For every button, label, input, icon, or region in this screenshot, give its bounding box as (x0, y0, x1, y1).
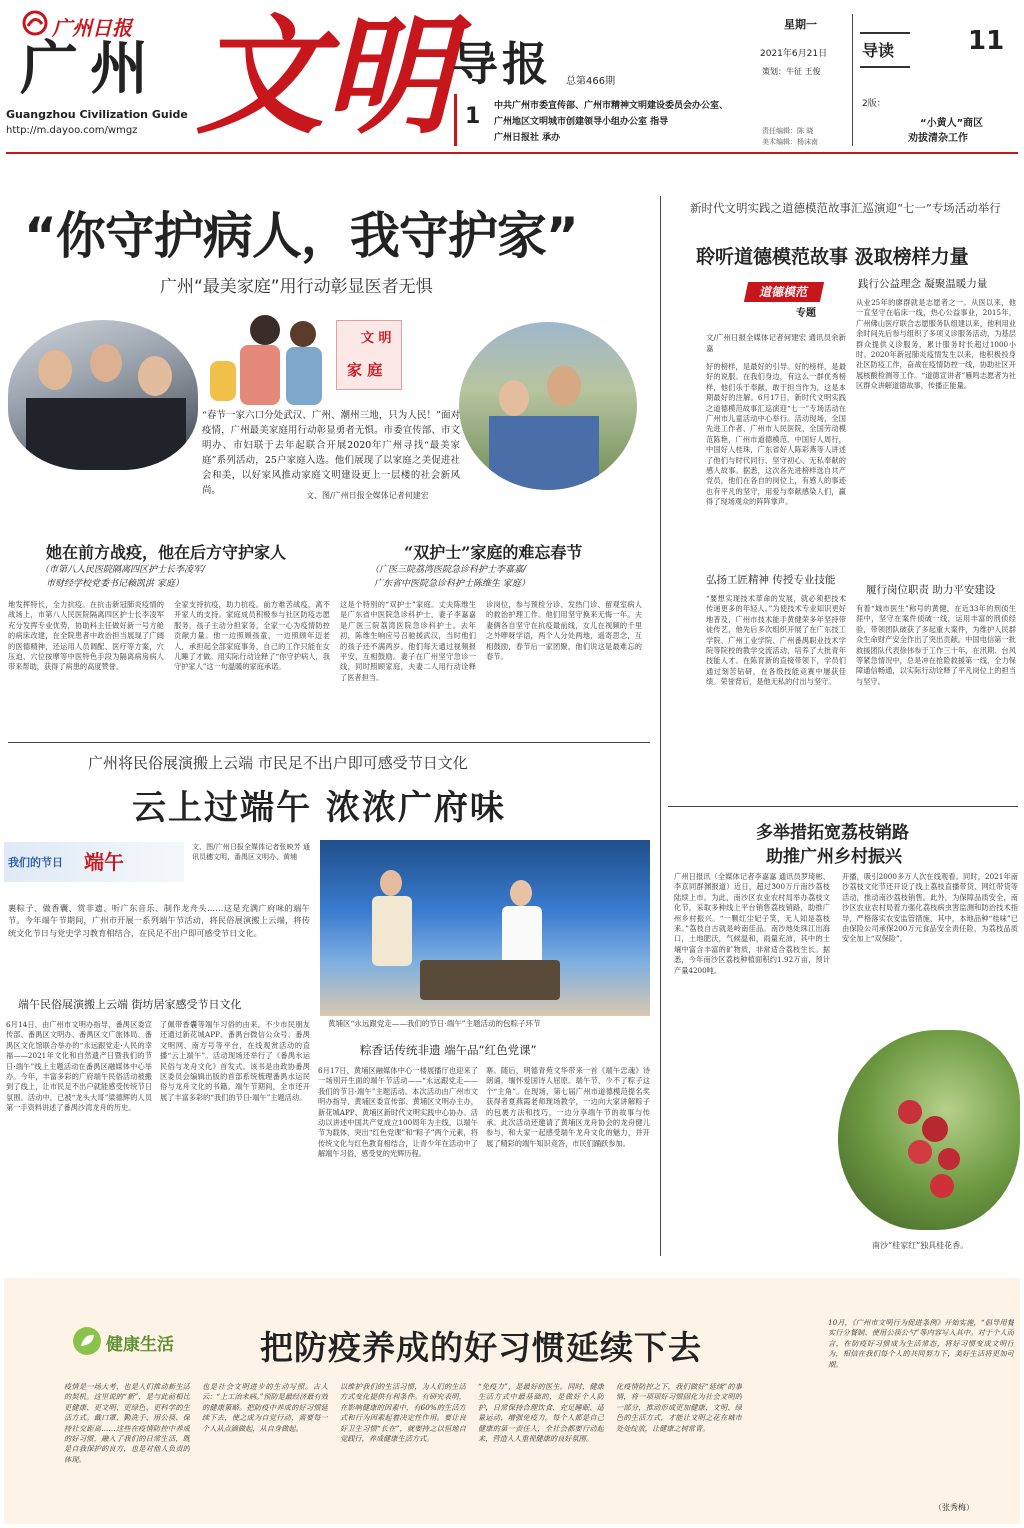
story2-title[interactable]: “双护士”家庭的难忘春节 (404, 543, 583, 562)
morality-tag (740, 280, 830, 320)
art-editor: 美术编辑：杨沫南 (762, 138, 818, 146)
health-tag-text: 健康生活 (106, 1335, 174, 1355)
cloud-headline[interactable]: 云上过端午 浓浓广府味 (132, 788, 506, 828)
story2-sub1: （广医三院荔湾医院急诊科护士李嘉嘉/ (370, 565, 527, 575)
health-column-5: 化疫情防控之下，我们做好“延续”的事情，将一项项好习惯固化为社会文明的一部分，推动形成更加健康、文明、绿色的生活方式，才能让文明之花在城市处处绽放，让健康之树常青。 (616, 1382, 742, 1433)
morality-subhead-3: 履行岗位职责 助力平安建设 (866, 584, 996, 596)
morality-column-1b: “要想实现技术革命的发展，就必须把技术传递更多的年轻人。”为使技术专业知识更好地普及，广州市技术能手黄健荣多年坚持带徒传艺，他先后多次组织开展了在广东技工学院、广州工业学院、广州番禺职业技术学院等院校的教学交流活动，培养了大批青年技能人才。在陈育新的直接带领下，学员们通过刻苦钻研，在各级技能竞赛中屡获佳绩。荣誉背后，是他无私的付出与坚守。 (706, 594, 846, 687)
masthead-title-right: 导报 (452, 37, 552, 91)
health-headline[interactable]: 把防疫养成的好习惯延续下去 (260, 1328, 702, 1367)
date-box (758, 10, 848, 146)
badge-line-1: 文 明 (361, 331, 392, 346)
logo-swirl-icon (22, 10, 48, 36)
civilized-family-badge (336, 320, 402, 390)
english-title: Guangzhou Civilization Guide (6, 108, 188, 121)
issue-total: 总第466期 (566, 76, 616, 87)
zongzi-photo-caption: 黄埔区“永远跟党走——我们的节日·端午”主题活动的包粽子环节 (328, 1019, 541, 1028)
page-one-box (454, 94, 486, 146)
lead-column-1: 地发挥特长，全力抗疫。在抗击新冠肺炎疫情的战场上，市第八人民医院隔离四区护士长李凌军充分发挥专业优势，协助科主任做好新一号方舱的病床改建，在全院患者中政治担当展现了广阔的医德精神，还运用人员调配、医疗等方案，穴压迫、穴位按摩等中医特色手段为隔离病房病人带来帮助，获得了病患的高度赞誉。 (8, 600, 164, 672)
litchi-headline-2[interactable]: 助推广州乡村振兴 (766, 847, 902, 867)
page-number: 11 (968, 26, 1005, 56)
cloud-sub2-column-2: 寨。随后，明德青苑文华带来一首《端午忠魂》诗朗诵，缅怀爱国诗人屈原。端午节，少不了粽子这个“主角”。在现场，第七届广州市道德模范提名奖获得者夏燕霞老师现场教学，一边向大家讲解粽子的包裹方法和技巧，一边分享端午节的故事与传承。此次活动还邀请了黄埔区龙舟协会的龙舟健儿参与，和大家一起感受端午龙舟文化的魅力，并开展了精彩的端午知识竞答，市民们踊跃参加。 (486, 1066, 650, 1148)
story2-sub2: 广东省中医院急诊科护士陈维生 家庭） (374, 579, 530, 589)
guide-box (860, 10, 1010, 146)
health-column-3: 以维护我们的生活习惯，为人们的生活方式变化提供有利条件。有研究表明，在影响健康的因素中，有60%的生活方式和行为因素起着决定性作用。要让良好卫生习惯“长在”，就要持之以恒地自觉践行，养成健康生活方式。 (340, 1382, 466, 1444)
morality-bottom-rule (668, 806, 1018, 807)
litchi-column-2: 开播，吸引2000多万人次在线观看。同时，2021年南沙荔枝文化节还开设了线上荔枝直播带货、网红带货等活动，推动南沙荔枝销售。此外，为保障品质安全，南沙区农业农村局着力强化荔枝病虫害监测和防治技术指导，严格落实农安监管措施，其中，本地品种“桂味”已由保险公司承保200万元食品安全责任险，为荔枝品质安全加上“双保险”。 (842, 872, 1018, 944)
lead-subhead: 广州“最美家庭”用行动彰显医者无惧 (160, 277, 433, 297)
morality-tag-text: 道德模范 (744, 282, 824, 302)
health-column-6: 10月，《广州市文明行为促进条例》开始实施，“倡导用餐实行分餐制、使用公筷公勺”等内容写入其中。对于个人而言，在防疫好习惯成为生活常态，将好习惯变成文明行为，相信在我们每个人的共同努力下，美好生活将更加可期。 (828, 1318, 1014, 1369)
litchi-photo (838, 1030, 1020, 1230)
guide-link-2[interactable]: 劝拔清杂工作 (908, 133, 968, 144)
litchi-column-1: 广州日报讯（全媒体记者李嘉嘉 通讯员罗琦彬、李京同群渊报道）近日，超过300万斤南沙荔枝陆续上市。为此，南沙区农业农村局举办荔枝文化节，采取多种线上平台销售荔枝销路，助推广州乡村振兴。“一颗红尘妃子笑，无人知是荔枝来。”荔枝自古就是岭南佳品。南沙地处珠江出海口，土地肥沃，气候温和，雨量充沛，其中的土壤中富含丰富的矿物质，非常适合荔枝生长。据悉，今年南沙区荔枝种植面积约1.92万亩，预计产量4200吨。 (674, 872, 830, 975)
guide-label: 导读 (862, 41, 895, 60)
cloud-subhead-2: 粽香话传统非遗 端午品“红色党课” (360, 1043, 537, 1057)
site-url[interactable]: http://m.dayoo.com/wmgz (6, 125, 138, 136)
publisher-lines (494, 98, 728, 146)
lead-column-2: 全家支持抗疫，助力抗疫。前方难苦战疫，离不开家人的支持。家庭成员积极参与社区防疫志愿服务，孩子主动分担家务，全家一心为疫情防控贡献力量。他一边照顾孩童，一边照顾年迈老人，承担起全部家庭事务，自己的工作只能在女儿睡了才做。用实际行动诠释了“你守护病人，我守护家人”这一句温暖的家庭承诺。 (174, 600, 330, 672)
lead-bottom-rule (8, 742, 650, 743)
badge-line-2: 家 庭 (347, 361, 383, 379)
cloud-kicker: 广州将民俗展演搬上云端 市民足不出户即可感受节日文化 (88, 754, 468, 772)
page-one-number: 1 (465, 104, 481, 129)
planner: 策划：牛征 王俊 (762, 67, 821, 76)
cloud-intro: 裹粽子、做香囊、赏非遗、听广东音乐、制作龙舟头……这是充满广府味的端午节。今年端午节期间，广州市开展一系列端午节活动，将民俗展演搬上云端，将传统文化节日与党史学习教育相结合，在民足不出户即可感受节日文化。 (8, 903, 310, 938)
masthead-title-left: 广州 (20, 34, 161, 102)
cloud-sub2-column-1: 6月17日，黄埔区融媒体中心一楼展播厅也迎来了一场别开生面的端午节活动——“永远跟党走——我们的节日·端午”主题活动。本次活动由广州市文明办指导，黄埔区委宣传部、黄埔区文明办主办，新花城APP、黄埔区新时代文明实践中心协办。活动以讲述中国共产党成立100周年为主线，以端午节为载体，突出“红色党课”和“粽子”两个元素，将传统文化与红色教育相结合，让青少年在活动中了解端午习俗，感受党的光辉历程。 (318, 1066, 478, 1159)
issue-date: 2021年6月21日 (760, 49, 828, 59)
family-photo-right (459, 322, 637, 490)
morality-subhead-2: 弘扬工匠精神 传授专业技能 (706, 574, 836, 586)
litchi-photo-caption: 南沙“桂家红”独具桂花香。 (872, 1241, 969, 1250)
family-illustration (190, 305, 350, 425)
morality-column-2b: 有着“城市医生”称号的黄健，在近33年的刑侦生涯中，坚守在案件侦破一线，运用丰富的刑侦经验，带领团队破获了多起重大案件，为维护人民群众生命财产安全作出了突出贡献。中国电信第一批救援团队代表徐伟参于工作三十年，在汛期、台风等紧急情况中，总是冲在抢险救援第一线，全力保障通信畅通，以实际行动诠释了平凡岗位上的担当与坚守。 (856, 604, 1016, 686)
lead-headline[interactable]: “你守护病人，我守护家” (24, 207, 578, 265)
cloud-subhead-1: 端午民俗展演搬上云端 街坊居家感受节日文化 (18, 998, 242, 1011)
morality-subhead-right: 践行公益理念 凝聚温暖力量 (858, 278, 988, 290)
health-section (4, 1278, 1020, 1524)
litchi-headline-1[interactable]: 多举措拓宽荔枝销路 (756, 823, 909, 843)
story1-title[interactable]: 她在前方战疫，他在后方守护家人 (46, 543, 287, 562)
morality-kicker: 新时代文明实践之道德模范故事汇巡演迎“七一”专场活动举行 (690, 201, 1001, 215)
lead-intro: “春节一家六口分处武汉、广州、潮州三地，只为人民！”面对疫情，广州最美家庭用行动彰显勇者无惧。市委宣传部、市文明办、市妇联于去年起联合开展2020年广州寻找“最美家庭”系列活动，25户家庭入选。他们展现了以家庭之美促进社会和美，以好家风推动家庭文明建设更上一层楼的社会新风尚。 (202, 410, 460, 496)
festival-tag-small: 我们的节日 (8, 856, 63, 869)
health-column-2: 也是社会文明进步的生动写照。古人云：“上工治未病。”预防是最经济最有效的健康策略。把防疫中养成的好习惯延续下去，使之成为自觉行动，需要每一个人从点滴做起，从自身做起。 (202, 1382, 328, 1433)
publisher-line-3: 广州日报社 承办 (494, 133, 561, 143)
festival-tag (4, 842, 184, 882)
masthead-title-center: 文明 (196, 2, 453, 152)
cloud-sub1-column-2: 了佩带香囊等端午习俗的由来。不少市民朋友还通过新花城APP、番禺台微信公众号、番禺文明网、南方号等平台，在线观赏活动的直播“云上端午”。活动现场还举行了《番禺水运民俗与龙舟文化》首发式。该书是由政协番禺区委员会编辑出版的首部系统梳理番禺水运民俗与龙舟文化的书籍。端午节期间，全市还开展了丰富多彩的“我们的节日·端午”主题活动。 (160, 1020, 310, 1102)
health-column-1: 疫情是一场大考，也是人们推动新生活的契机。这里说的“新”，是与此前相比更健康、更文明、更绿色、更科学的生活方式。戴口罩、勤洗手、用公筷、保持社交距离……这些在疫情防控中养成的好习惯，融入了我们的日常生活，既是自我保护的良方，也是对他人负责的体现。 (64, 1382, 190, 1464)
morality-headline[interactable]: 聆听道德模范故事 汲取榜样力量 (696, 246, 969, 268)
publisher-line-2: 广州地区文明城市创建领导小组办公室 指导 (494, 117, 669, 127)
story1-sub2: 市财经学校党委书记赖凯洪 家庭） (46, 579, 184, 589)
cloud-byline: 文、图/广州日报全媒体记者张映芳 通讯员穗文明、番禺区文明办、黄埔 (192, 843, 310, 861)
masthead-bottom-rule (6, 152, 1018, 154)
lead-column-3: 这是个特别的“双护士”家庭。丈夫陈维生是广东省中医院急诊科护士，妻子李嘉嘉是广医三院荔湾医院急诊科护士。去年初，陈维生响应号召驰援武汉，当时他们的孩子还不满两岁。他们每天通过视频报平安，互相鼓励。妻子在广州坚守急诊一线，同时照顾家庭，夫妻二人用行动诠释了医者担当。 (340, 600, 476, 682)
cloud-sub1-column-1: 6月14日，由广州市文明办指导，番禺区委宣传部、番禺区文明办、番禺区文广旅体局、番禺区文化馆联合举办的“永远跟党走·人民的幸福——2021年文化和自然遗产日暨我们的节日·端午”线上主题活动在番禺区融媒体中心举办。今年，丰富多彩的广府端午民俗活动被搬到了线上，让市民足不出户就能感受传统节日氛围。活动中，已被“龙头大哥”梁德辉的人员第一手资料讲述了番禺沙湾龙舟的历史。 (6, 1020, 152, 1113)
weekday: 星期一 (784, 18, 817, 31)
morality-byline: 文/广州日报全媒体记者何建宏 通讯员余新嘉 (706, 333, 846, 353)
lead-column-4: 诊岗位，参与预检分诊、发热门诊、留观室病人的救治护理工作。他们用坚守换来无悔一年。夫妻俩各自坚守在抗疫最前线，女儿在视频的千里之外咿呀学语，两个人分处两地，遥寄思念，互相鼓励，春节后一家团聚，他们说这是最难忘的春节。 (486, 600, 642, 662)
zongzi-event-photo (320, 840, 650, 1016)
morality-column-2: 从业25年的廖群就是志愿者之一。从医以来，他一直坚守在临床一线，热心公益事业，2015年，广州佛山医疗联合志愿服务队组建以来，他利用业余时间先后参与组织了多项义诊服务活动，为基层群众提供义诊服务，累计服务时长超过1000小时。2020年新冠肺炎疫情发生以来，他积极投身社区防疫工作，奋战在疫情防控一线，协助社区开展核酸检测等工作。“道德宣讲者”雁鸣志愿者为社区群众讲解道德故事，传播正能量。 (856, 298, 1016, 391)
main-column-divider (660, 196, 661, 1256)
health-column-4: “免疫力”，是最好的医生。同时，健康生活方式中最基础的，是做好个人防护，日常保持合理饮食、充足睡眠、适量运动，增强免疫力。每个人都是自己健康的第一责任人，全社会都要行动起来，营造人人重视健康的良好氛围。 (478, 1382, 604, 1444)
story1-sub1: （市第八人民医院隔离四区护士长李凌军/ (40, 565, 206, 575)
morality-column-1: 好的榜样，是最好的引导。好的榜样，是最好的说服。在我们身边，有这么一群优秀榜样，他们乐于奉献，敢于担当作为，这是本期最好的注解。6月17日，新时代文明实践之道德模范故事汇巡演迎“七一”专场活动在广州市儿童活动中心举行。活动现场，全国先进工作者、广州市人民医院、全国劳动模范陈艳，广州市道德模范、中国好人周行，中国好人桂珠，广东省好人陈彩燕等人讲述了他们与时代同行、坚守初心、无私奉献的感人故事。据悉，这次各先进榜样选自共产党员，他们在各自的岗位上，有感人的事迹也有平凡的坚守，用爱与奉献感染人们，赢得了现场观众的阵阵掌声。 (706, 362, 846, 507)
guide-link-1[interactable]: “小黄人”商区 (920, 118, 984, 129)
family-photo-left (8, 320, 198, 470)
logo-text: 广州日报 (52, 16, 132, 40)
festival-tag-big: 端午 (84, 850, 124, 874)
lead-byline: 文、图/广州日报全媒体记者何建宏 (306, 491, 429, 500)
health-signature: （张秀梅） (934, 1503, 974, 1512)
responsible-editor: 责任编辑：陈 晓 (762, 127, 814, 135)
morality-tag-sub: 专题 (796, 308, 816, 319)
publisher-line-1: 中共广州市委宣传部、广州市精神文明建设委员会办公室、 (494, 101, 729, 111)
leaf-icon (72, 1326, 102, 1356)
masthead-divider (852, 14, 853, 146)
guide-section: 2版： (862, 99, 886, 109)
health-tag (72, 1324, 212, 1360)
